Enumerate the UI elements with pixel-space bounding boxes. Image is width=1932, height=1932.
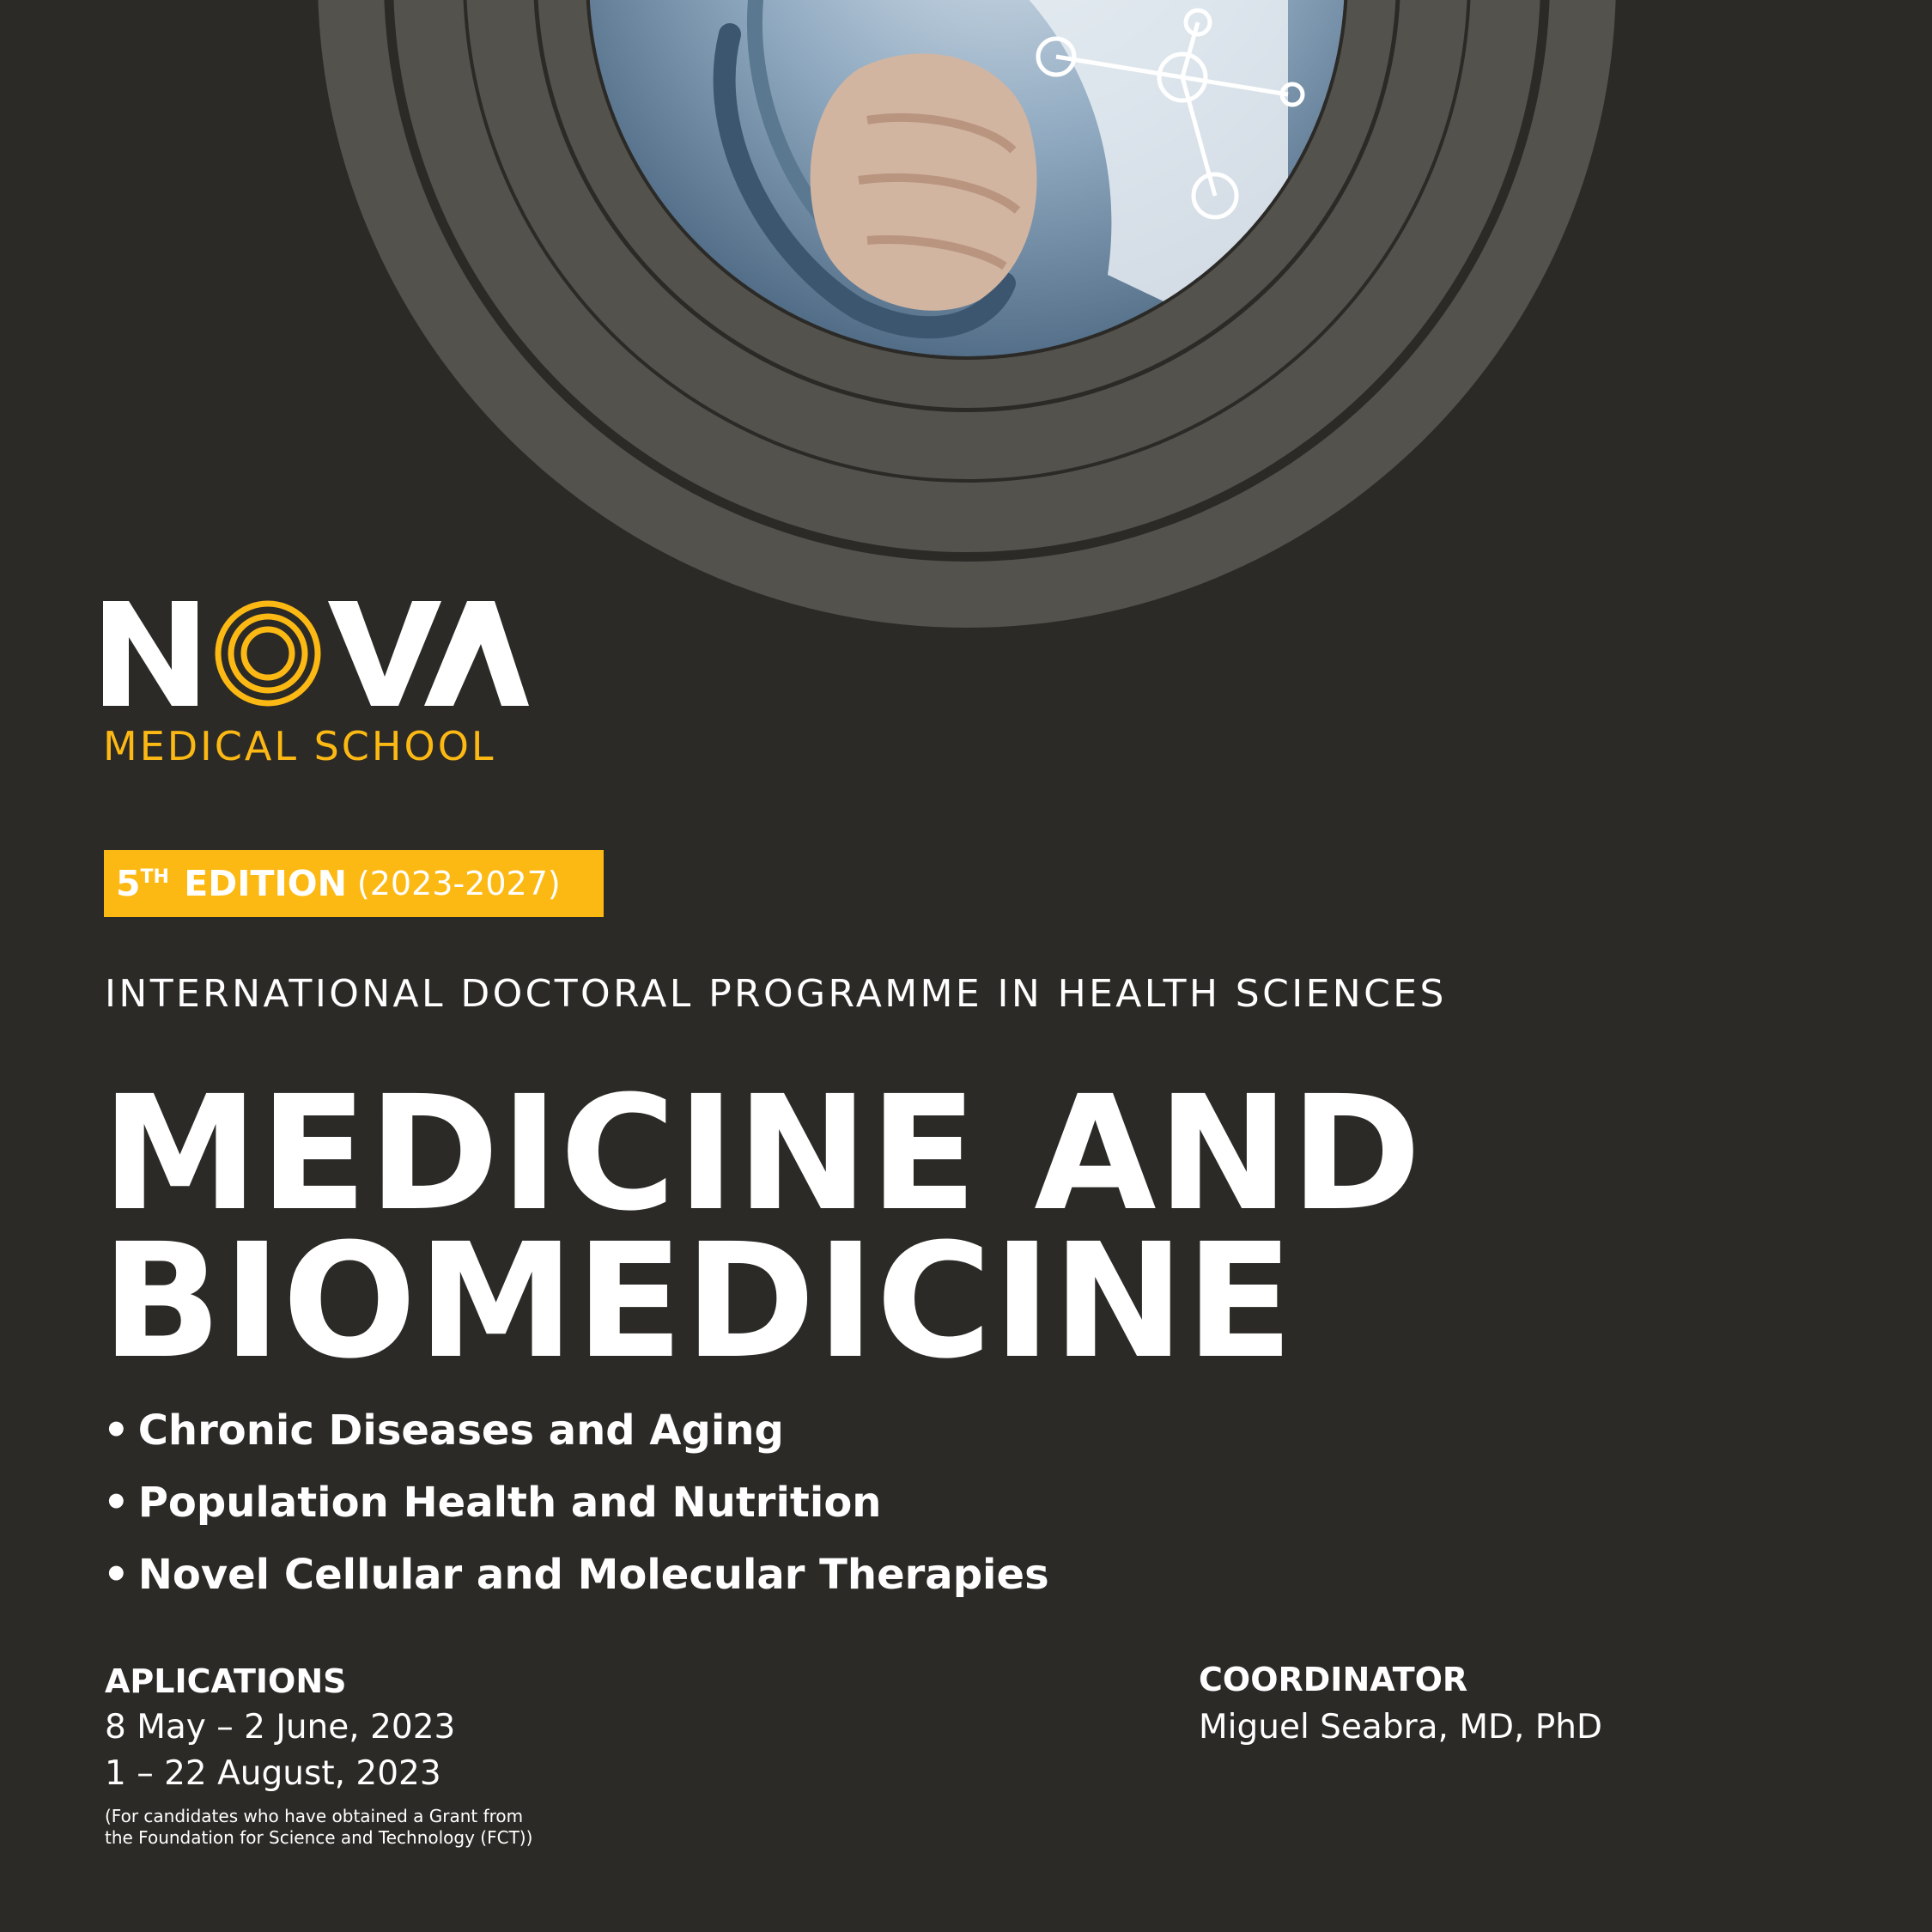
- edition-label: 5TH EDITION: [116, 863, 347, 904]
- logo-letter-n: [103, 601, 197, 706]
- coordinator-heading: COORDINATOR: [1199, 1661, 1468, 1698]
- logo-letter-v: [328, 601, 441, 706]
- page-title: [101, 1062, 1423, 1394]
- nova-logo: [103, 599, 532, 711]
- logo-letter-a: [424, 601, 529, 706]
- logo-o-rings-icon: [218, 604, 318, 703]
- applications-heading: APLICATIONS: [105, 1662, 347, 1700]
- coordinator-name: Miguel Seabra, MD, PhD: [1199, 1708, 1603, 1747]
- programme-subtitle: INTERNATIONAL DOCTORAL PROGRAMME IN HEALTH SCIENCES: [105, 972, 1447, 1016]
- bullet-icon: •: [103, 1551, 130, 1599]
- edition-badge: [104, 850, 604, 917]
- logo-subtitle: MEDICAL SCHOOL: [103, 723, 496, 769]
- list-item: • Novel Cellular and Molecular Therapies: [103, 1551, 1049, 1599]
- application-date: 8 May – 2 June, 2023: [105, 1708, 456, 1747]
- application-date: 1 – 22 August, 2023: [105, 1754, 441, 1793]
- bullet-icon: •: [103, 1406, 130, 1455]
- applications-note: (For candidates who have obtained a Grant from the Foundation for Science and Technology (FCT)): [105, 1806, 533, 1848]
- title-line-2: BIOMEDICINE: [101, 1210, 1295, 1394]
- track-list: [103, 1406, 1049, 1622]
- title-line-1: MEDICINE AND: [101, 1062, 1423, 1246]
- list-item: • Chronic Diseases and Aging: [103, 1406, 784, 1455]
- list-item: • Population Health and Nutrition: [103, 1479, 882, 1527]
- applications-dates: [105, 1704, 455, 1797]
- edition-years: (2023-2027): [356, 865, 561, 902]
- bullet-icon: •: [103, 1479, 130, 1527]
